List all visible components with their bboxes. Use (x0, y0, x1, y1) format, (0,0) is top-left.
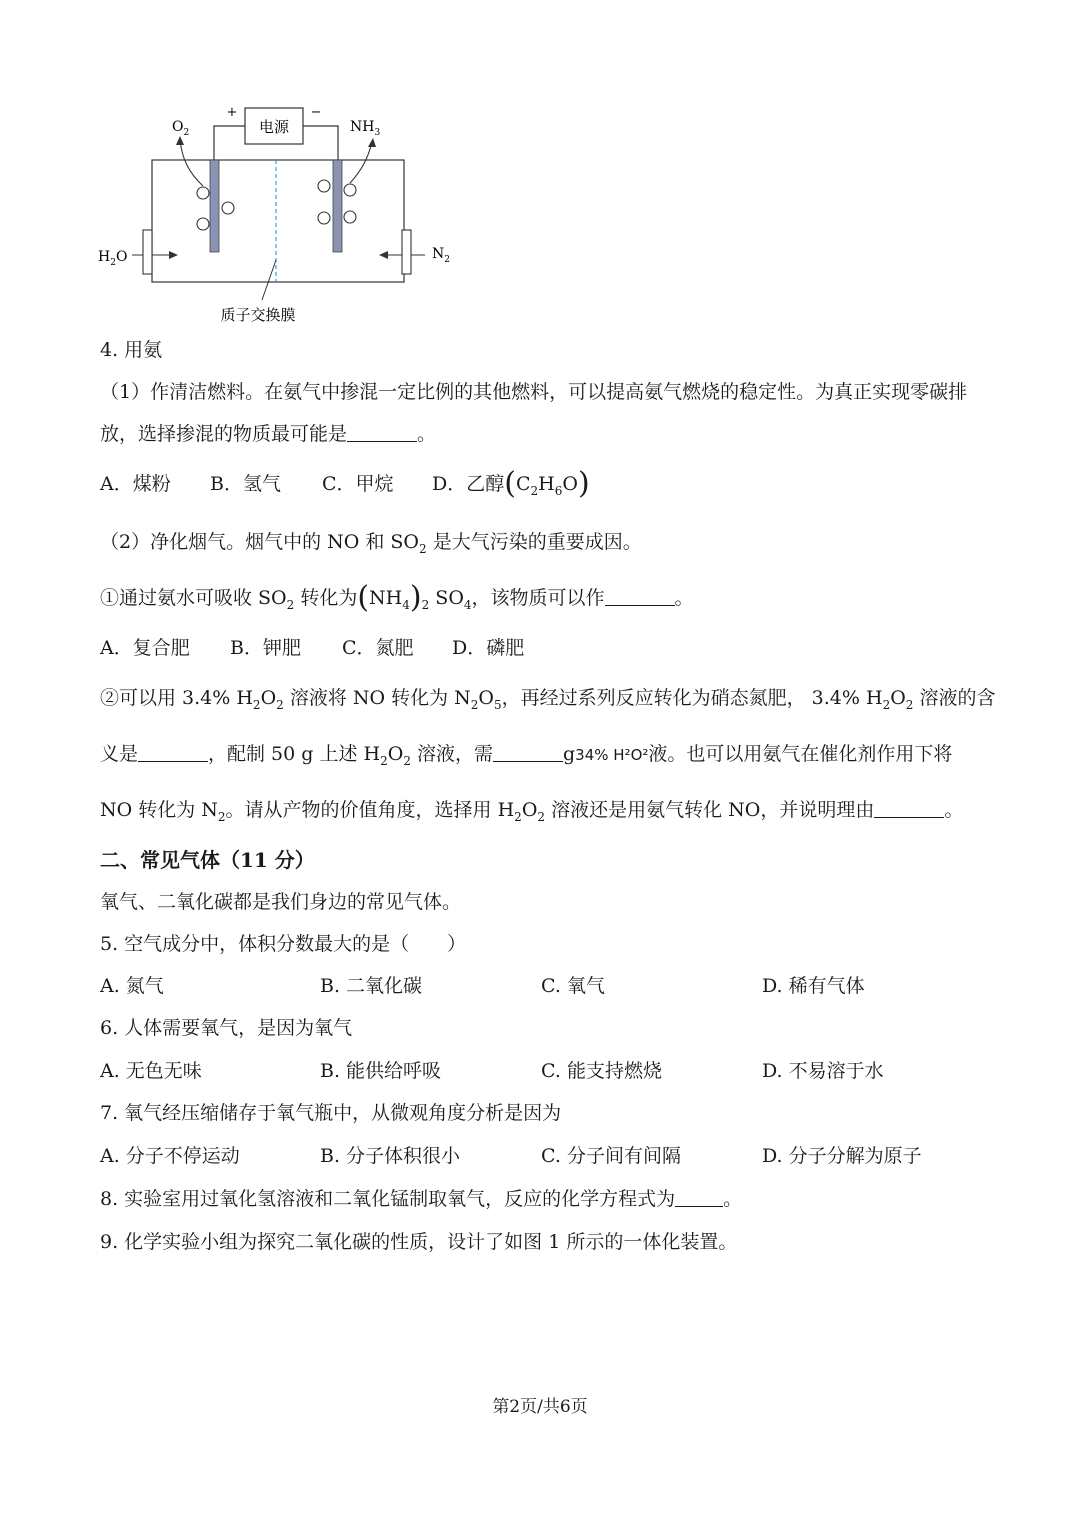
bubble (318, 212, 330, 224)
membrane-label: 质子交换膜 (220, 306, 296, 324)
paren-close: ) (577, 466, 590, 501)
arrowhead (379, 251, 388, 259)
option-d[interactable]: D. 不易溶于水 (762, 1060, 884, 1082)
q4-part2-sub2-line2: 义是 ，配制 50 g 上述 $H_2O_2$ 溶液，需 g34% H²O²液。也可以用氨气在催化剂作用下将 (100, 743, 953, 768)
paren-open: ( (357, 580, 370, 615)
option-b[interactable]: B. 能供给呼吸 (320, 1060, 442, 1082)
electrolysis-cell (152, 160, 404, 282)
minus-sign: − (310, 105, 322, 120)
electrolysis-diagram (0, 0, 1080, 340)
answer-blank[interactable] (138, 743, 208, 762)
answer-blank[interactable] (874, 799, 944, 818)
q5-stem: 5. 空气成分中，体积分数最大的是（ ） (100, 933, 467, 955)
option-d[interactable] (432, 466, 590, 505)
option-c[interactable]: C. 分子间有间隔 (541, 1145, 681, 1167)
q4-part1-line2 (100, 420, 436, 448)
q4-part2-sub2-line1: ②可以用 3.4% $H_2O_2$ 溶液将 NO 转化为 $N_2O_5$，再经过系列反应转化为硝态氮肥， 3.4% $H_2O_2$ 溶液的含 (100, 687, 996, 712)
bubble (344, 211, 356, 223)
q9: 9. 化学实验小组为探究二氧化碳的性质，设计了如图 1 所示的一体化装置。 (100, 1231, 738, 1253)
answer-blank[interactable] (493, 743, 563, 762)
q4-part1-text: 放，选择掺混的物质最可能是 (100, 423, 348, 445)
option-d[interactable]: D. 分子分解为原子 (762, 1145, 922, 1167)
wire-left (214, 126, 245, 160)
option-d[interactable]: D. 稀有气体 (762, 975, 865, 997)
paren-close: ) (409, 580, 422, 615)
option-c[interactable]: C．甲烷 (322, 473, 394, 495)
q4-part1-line1: （1）作清洁燃料。在氨气中掺混一定比例的其他燃料，可以提高氨气燃烧的稳定性。为真正实现零碳排 (100, 381, 968, 403)
option-a[interactable]: A．煤粉 (100, 473, 171, 495)
h2o-label: $H_2O$ (98, 249, 128, 268)
answer-blank[interactable] (605, 587, 675, 606)
q4-part2-sub2-line3: NO 转化为 $N_2$。请从产物的价值角度，选择用 $H_2O_2$ 溶液还是用氨气转化 NO，并说明理由 。 (100, 799, 964, 824)
wire-right (303, 126, 338, 160)
q6-stem: 6. 人体需要氧气，是因为氧气 (100, 1017, 353, 1039)
bubble (318, 180, 330, 192)
anode (210, 160, 219, 252)
section-intro: 氧气、二氧化碳都是我们身边的常见气体。 (100, 891, 462, 913)
handwritten-insert: 34% H²O² (575, 746, 649, 764)
ethanol-formula: $C_2H_6O$ (515, 473, 578, 498)
option-a[interactable]: A．复合肥 (100, 637, 190, 659)
option-c[interactable]: C．氮肥 (342, 637, 414, 659)
option-a[interactable]: A. 无色无味 (100, 1060, 202, 1082)
option-d[interactable]: D．磷肥 (452, 637, 525, 659)
q4-part1-end: 。 (417, 423, 437, 445)
inlet-port (402, 230, 411, 274)
arrowhead (169, 251, 178, 259)
option-c[interactable]: C. 能支持燃烧 (541, 1060, 662, 1082)
q4-part2: （2）净化烟气。烟气中的 NO 和 $SO_2$ 是大气污染的重要成因。 (100, 531, 642, 556)
q7-stem: 7. 氧气经压缩储存于氧气瓶中，从微观角度分析是因为 (100, 1102, 562, 1124)
option-b[interactable]: B．氢气 (210, 473, 281, 495)
o2-arrow (180, 140, 203, 186)
membrane-pointer (262, 260, 276, 300)
q8: 8. 实验室用过氧化氢溶液和二氧化锰制取氧气，反应的化学方程式为 。 (100, 1188, 743, 1210)
o2-label: $O_2$ (172, 119, 190, 138)
power-supply-label: 电源 (258, 118, 290, 136)
option-b[interactable]: B. 分子体积很小 (320, 1145, 461, 1167)
option-b[interactable]: B. 二氧化碳 (320, 975, 423, 997)
nh3-label: $NH_3$ (350, 119, 381, 138)
answer-blank[interactable] (675, 1188, 723, 1207)
q4-part2-sub1: ①通过氨水可吸收 $SO_2$ 转化为$(NH_4)_2$ $SO_4$，该物质可以作 。 (100, 580, 694, 615)
bubble (344, 184, 356, 196)
arrowhead (368, 138, 376, 147)
n2-label: $N_2$ (432, 246, 450, 265)
bubble (222, 202, 234, 214)
page-number: 第2页/共6页 (492, 1397, 588, 1417)
q4-title: 4. 用氨 (100, 339, 163, 361)
plus-sign: + (226, 105, 238, 120)
option-c[interactable]: C. 氧气 (541, 975, 605, 997)
bubble (197, 218, 209, 230)
section-heading: 二、常见气体（11 分） (100, 848, 315, 872)
paren-open: ( (504, 466, 516, 501)
option-a[interactable]: A. 分子不停运动 (100, 1145, 240, 1167)
option-b[interactable]: B．钾肥 (230, 637, 301, 659)
bubble (197, 187, 209, 199)
answer-blank[interactable] (347, 423, 417, 442)
cathode (333, 160, 342, 252)
option-a[interactable]: A. 氮气 (100, 975, 164, 997)
option-d-label: D．乙醇 (432, 473, 505, 495)
nh3-arrow (350, 142, 372, 183)
inlet-port (143, 230, 152, 274)
